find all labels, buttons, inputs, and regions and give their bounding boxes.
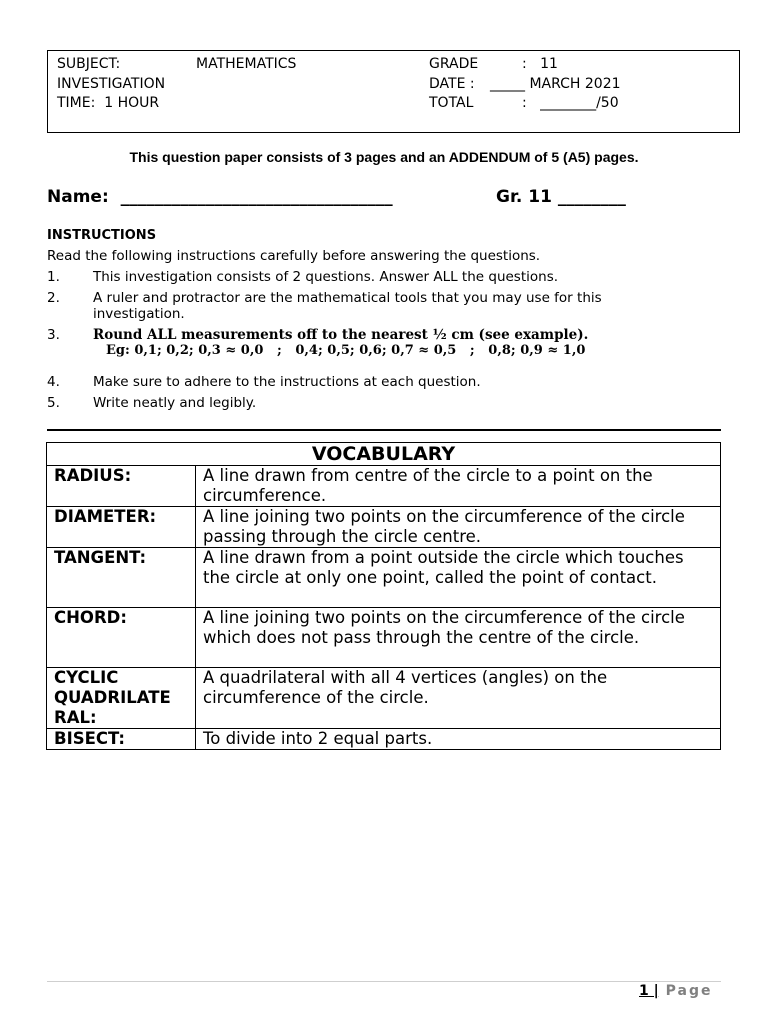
vocab-term: CHORD: <box>47 608 196 668</box>
date-value: _____ MARCH 2021 <box>490 75 621 92</box>
page-word: Page <box>658 983 713 999</box>
vocab-definition: A line joining two points on the circumference of the circle which does not pass through the centre of the circle. <box>196 608 721 668</box>
name-field[interactable]: Name: ________________________________ <box>47 187 393 207</box>
instructions-title: INSTRUCTIONS <box>47 228 157 243</box>
rounding-example: Eg: 0,1; 0,2; 0,3 ≈ 0,0 ; 0,4; 0,5; 0,6; 0,7 ≈ 0,5 ; 0,8; 0,9 ≈ 1,0 <box>106 343 586 358</box>
vocabulary-table <box>46 442 721 750</box>
vocabulary-title: VOCABULARY <box>47 443 721 466</box>
date-label: DATE : <box>429 75 475 92</box>
page-number: 1 | <box>639 983 659 999</box>
instruction-number: 5. <box>47 395 60 411</box>
table-row <box>47 466 721 507</box>
table-row <box>47 729 721 750</box>
vocab-definition: A quadrilateral with all 4 vertices (angles) on the circumference of the circle. <box>196 668 721 729</box>
vocab-term: CYCLIC QUADRILATE RAL: <box>47 668 196 729</box>
paper-pages-note: This question paper consists of 3 pages and an ADDENDUM of 5 (A5) pages. <box>129 149 639 165</box>
instruction-text: A ruler and protractor are the mathematical tools that you may use for this investigation. <box>93 290 602 322</box>
instruction-number: 4. <box>47 374 60 390</box>
total-value: : ________/50 <box>522 95 619 111</box>
vocab-definition: A line drawn from a point outside the circle which touches the circle at only one point, called the point of contact. <box>196 548 721 608</box>
subject-value: MATHEMATICS <box>196 56 297 72</box>
vocab-term: RADIUS: <box>47 466 196 507</box>
table-row <box>47 507 721 548</box>
footer-divider <box>47 981 721 982</box>
grade-field[interactable]: Gr. 11 ________ <box>496 187 626 207</box>
table-row <box>47 443 721 466</box>
instruction-text: Make sure to adhere to the instructions at each question. <box>93 374 481 390</box>
vocab-term: BISECT: <box>47 729 196 750</box>
instruction-text: Write neatly and legibly. <box>93 395 257 411</box>
instruction-text: Round ALL measurements off to the nearest ½ cm (see example). <box>93 327 589 343</box>
investigation-label: INVESTIGATION <box>57 75 166 92</box>
time-label: TIME: 1 HOUR <box>57 95 160 111</box>
instructions-intro: Read the following instructions carefully before answering the questions. <box>47 248 541 264</box>
instruction-number: 3. <box>47 327 60 343</box>
vocab-term: TANGENT: <box>47 548 196 608</box>
instruction-number: 1. <box>47 269 60 285</box>
grade-label: GRADE <box>429 56 479 72</box>
subject-label: SUBJECT: <box>57 56 121 72</box>
vocab-definition: A line joining two points on the circumference of the circle passing through the circle centre. <box>196 507 721 548</box>
vocab-definition: To divide into 2 equal parts. <box>196 729 721 750</box>
section-divider <box>47 429 721 431</box>
table-row <box>47 608 721 668</box>
total-label: TOTAL <box>429 95 474 111</box>
table-row <box>47 548 721 608</box>
grade-value: : 11 <box>522 56 558 72</box>
instruction-text: This investigation consists of 2 questions. Answer ALL the questions. <box>93 269 559 285</box>
instruction-number: 2. <box>47 290 60 306</box>
table-row <box>47 668 721 729</box>
vocab-term: DIAMETER: <box>47 507 196 548</box>
vocab-definition: A line drawn from centre of the circle to a point on the circumference. <box>196 466 721 507</box>
page-footer <box>639 983 712 999</box>
header-box <box>47 50 740 133</box>
